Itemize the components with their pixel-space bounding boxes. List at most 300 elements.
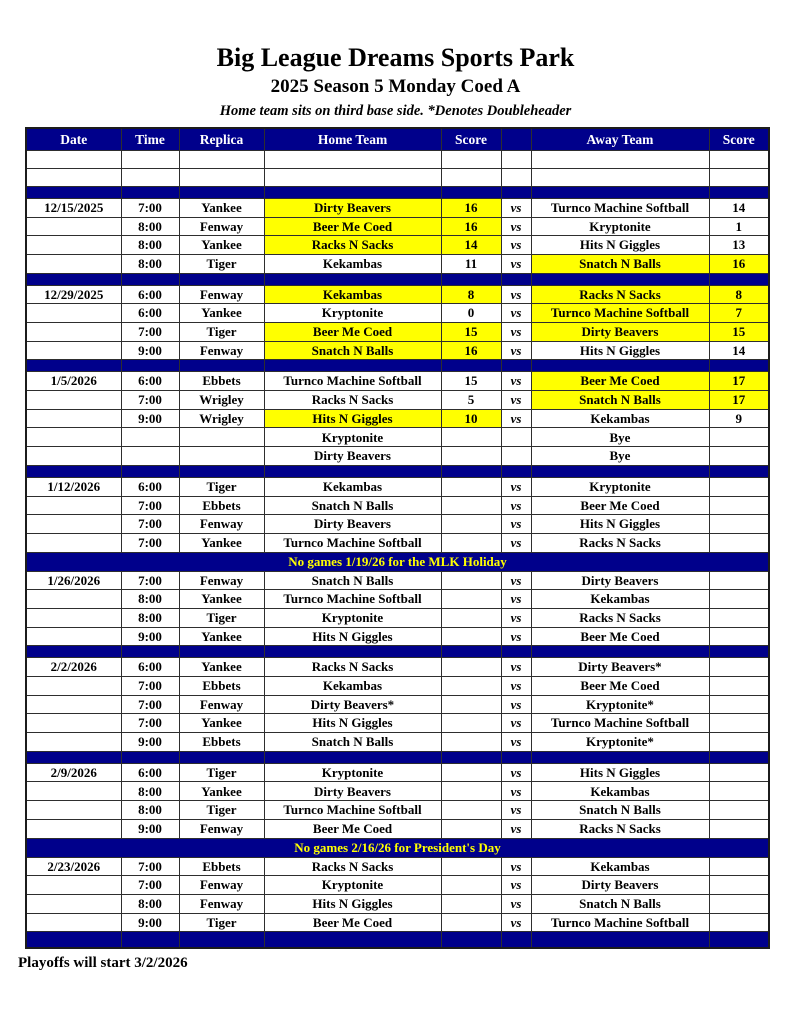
separator-cell [179, 186, 264, 198]
separator-cell [179, 932, 264, 948]
replica-cell: Fenway [179, 285, 264, 304]
holiday-banner-row [26, 838, 769, 857]
empty-cell [121, 168, 179, 186]
legend-note: Home team sits on third base side. *Denotes Doubleheader [219, 103, 572, 120]
time-cell [121, 447, 179, 466]
away-score-cell [709, 533, 769, 552]
game-row [26, 477, 769, 496]
away-team-cell: Beer Me Coed [531, 496, 709, 515]
away-team-cell: Beer Me Coed [531, 627, 709, 646]
home-team-cell: Beer Me Coed [264, 913, 441, 932]
page-title: Big League Dreams Sports Park [216, 43, 575, 72]
date-cell [26, 323, 121, 342]
separator-cell [179, 646, 264, 658]
separator-cell [179, 751, 264, 763]
time-cell: 9:00 [121, 819, 179, 838]
game-row [26, 372, 769, 391]
date-cell [26, 254, 121, 273]
vs-cell: vs [501, 763, 531, 782]
empty-row [26, 168, 769, 186]
replica-cell: Tiger [179, 254, 264, 273]
separator-cell [709, 751, 769, 763]
away-team-cell: Racks N Sacks [531, 819, 709, 838]
home-team-cell: Racks N Sacks [264, 857, 441, 876]
vs-cell: vs [501, 819, 531, 838]
separator-cell [121, 751, 179, 763]
empty-cell [709, 168, 769, 186]
home-team-cell: Hits N Giggles [264, 894, 441, 913]
separator-cell [264, 646, 441, 658]
home-team-cell: Kekambas [264, 477, 441, 496]
away-team-cell: Dirty Beavers [531, 571, 709, 590]
away-team-cell: Bye [531, 447, 709, 466]
away-score-cell [709, 677, 769, 696]
away-team-cell: Bye [531, 428, 709, 447]
date-cell [26, 496, 121, 515]
time-cell: 6:00 [121, 658, 179, 677]
away-score-cell [709, 782, 769, 801]
replica-cell: Fenway [179, 695, 264, 714]
away-score-cell: 13 [709, 236, 769, 255]
game-row [26, 285, 769, 304]
game-row [26, 801, 769, 820]
game-row [26, 217, 769, 236]
home-team-cell: Snatch N Balls [264, 341, 441, 360]
game-row [26, 590, 769, 609]
away-team-cell: Snatch N Balls [531, 391, 709, 410]
separator-cell [709, 932, 769, 948]
vs-cell: vs [501, 304, 531, 323]
home-score-cell [441, 801, 501, 820]
vs-cell: vs [501, 496, 531, 515]
away-score-cell [709, 590, 769, 609]
away-score-cell [709, 658, 769, 677]
date-cell [26, 447, 121, 466]
separator-cell [441, 465, 501, 477]
time-cell: 7:00 [121, 571, 179, 590]
home-team-cell: Beer Me Coed [264, 323, 441, 342]
game-row [26, 857, 769, 876]
time-cell: 9:00 [121, 913, 179, 932]
away-score-cell [709, 714, 769, 733]
separator-cell [501, 646, 531, 658]
home-score-cell: 15 [441, 323, 501, 342]
home-team-cell: Beer Me Coed [264, 819, 441, 838]
home-team-cell: Snatch N Balls [264, 733, 441, 752]
vs-cell: vs [501, 198, 531, 217]
date-cell [26, 913, 121, 932]
time-cell: 8:00 [121, 801, 179, 820]
away-team-cell: Dirty Beavers [531, 323, 709, 342]
away-score-cell [709, 447, 769, 466]
vs-cell: vs [501, 477, 531, 496]
vs-cell: vs [501, 372, 531, 391]
header-row [26, 128, 769, 150]
date-cell [26, 590, 121, 609]
separator-cell [709, 465, 769, 477]
vs-cell: vs [501, 677, 531, 696]
empty-cell [441, 168, 501, 186]
away-score-cell [709, 913, 769, 932]
home-score-cell [441, 782, 501, 801]
date-cell [26, 876, 121, 895]
separator-cell [441, 932, 501, 948]
time-cell: 9:00 [121, 409, 179, 428]
home-team-cell: Racks N Sacks [264, 236, 441, 255]
schedule-table [25, 127, 770, 948]
away-team-cell: Hits N Giggles [531, 341, 709, 360]
replica-cell [179, 447, 264, 466]
time-cell: 8:00 [121, 254, 179, 273]
home-team-cell: Racks N Sacks [264, 658, 441, 677]
separator-cell [264, 360, 441, 372]
away-team-cell: Kryptonite* [531, 733, 709, 752]
separator-cell [121, 465, 179, 477]
away-team-cell: Snatch N Balls [531, 801, 709, 820]
away-team-cell: Snatch N Balls [531, 894, 709, 913]
home-score-cell [441, 819, 501, 838]
vs-cell: vs [501, 801, 531, 820]
replica-cell: Yankee [179, 714, 264, 733]
time-cell: 7:00 [121, 857, 179, 876]
vs-cell: vs [501, 658, 531, 677]
separator-row [26, 465, 769, 477]
replica-cell: Ebbets [179, 857, 264, 876]
time-cell: 7:00 [121, 198, 179, 217]
vs-cell: vs [501, 217, 531, 236]
separator-cell [441, 360, 501, 372]
vs-cell: vs [501, 627, 531, 646]
separator-cell [121, 186, 179, 198]
table-header [26, 128, 769, 150]
separator-cell [179, 360, 264, 372]
vs-cell: vs [501, 913, 531, 932]
game-row [26, 819, 769, 838]
replica-cell: Tiger [179, 608, 264, 627]
away-score-cell: 9 [709, 409, 769, 428]
away-team-cell: Turnco Machine Softball [531, 198, 709, 217]
empty-cell [531, 168, 709, 186]
away-score-cell [709, 608, 769, 627]
replica-cell: Ebbets [179, 372, 264, 391]
separator-cell [501, 465, 531, 477]
separator-cell [531, 186, 709, 198]
separator-cell [709, 360, 769, 372]
separator-cell [531, 273, 709, 285]
home-team-cell: Snatch N Balls [264, 571, 441, 590]
vs-cell: vs [501, 857, 531, 876]
column-header-date: Date [26, 128, 121, 150]
away-team-cell: Hits N Giggles [531, 763, 709, 782]
away-team-cell: Kryptonite [531, 217, 709, 236]
replica-cell: Tiger [179, 323, 264, 342]
away-score-cell: 14 [709, 198, 769, 217]
home-score-cell [441, 496, 501, 515]
vs-cell: vs [501, 236, 531, 255]
home-team-cell: Dirty Beavers [264, 515, 441, 534]
game-row [26, 695, 769, 714]
date-cell [26, 677, 121, 696]
away-score-cell: 17 [709, 372, 769, 391]
game-row [26, 236, 769, 255]
game-row [26, 409, 769, 428]
column-header-time: Time [121, 128, 179, 150]
game-row [26, 714, 769, 733]
empty-cell [264, 150, 441, 168]
vs-cell: vs [501, 533, 531, 552]
home-team-cell: Racks N Sacks [264, 391, 441, 410]
away-team-cell: Beer Me Coed [531, 372, 709, 391]
date-cell: 2/23/2026 [26, 857, 121, 876]
column-header-home-score: Score [441, 128, 501, 150]
home-score-cell: 8 [441, 285, 501, 304]
game-row [26, 198, 769, 217]
game-row [26, 341, 769, 360]
home-score-cell [441, 533, 501, 552]
date-cell [26, 304, 121, 323]
vs-cell: vs [501, 733, 531, 752]
date-cell [26, 782, 121, 801]
separator-row [26, 932, 769, 948]
game-row [26, 428, 769, 447]
separator-cell [501, 751, 531, 763]
away-score-cell [709, 515, 769, 534]
separator-cell [531, 932, 709, 948]
game-row [26, 894, 769, 913]
away-team-cell: Hits N Giggles [531, 236, 709, 255]
separator-cell [531, 751, 709, 763]
vs-cell: vs [501, 409, 531, 428]
column-header-home-team: Home Team [264, 128, 441, 150]
home-team-cell: Turnco Machine Softball [264, 533, 441, 552]
replica-cell: Fenway [179, 894, 264, 913]
replica-cell: Fenway [179, 819, 264, 838]
date-cell: 1/5/2026 [26, 372, 121, 391]
away-score-cell [709, 733, 769, 752]
time-cell [121, 428, 179, 447]
time-cell: 8:00 [121, 608, 179, 627]
home-team-cell: Beer Me Coed [264, 217, 441, 236]
empty-cell [264, 168, 441, 186]
vs-cell: vs [501, 894, 531, 913]
time-cell: 8:00 [121, 894, 179, 913]
replica-cell [179, 428, 264, 447]
game-row [26, 323, 769, 342]
date-cell [26, 819, 121, 838]
date-cell [26, 236, 121, 255]
date-cell: 2/9/2026 [26, 763, 121, 782]
away-score-cell [709, 695, 769, 714]
holiday-banner-text: No games 1/19/26 for the MLK Holiday [26, 552, 769, 571]
away-score-cell [709, 801, 769, 820]
time-cell: 7:00 [121, 714, 179, 733]
away-score-cell: 1 [709, 217, 769, 236]
away-team-cell: Turnco Machine Softball [531, 304, 709, 323]
separator-cell [264, 465, 441, 477]
away-score-cell [709, 894, 769, 913]
empty-cell [709, 150, 769, 168]
game-row [26, 571, 769, 590]
game-row [26, 496, 769, 515]
column-header-away-team: Away Team [531, 128, 709, 150]
date-cell [26, 894, 121, 913]
away-score-cell [709, 857, 769, 876]
time-cell: 8:00 [121, 236, 179, 255]
time-cell: 7:00 [121, 391, 179, 410]
home-score-cell [441, 714, 501, 733]
separator-cell [264, 932, 441, 948]
separator-cell [441, 186, 501, 198]
home-team-cell: Turnco Machine Softball [264, 590, 441, 609]
replica-cell: Tiger [179, 763, 264, 782]
away-team-cell: Racks N Sacks [531, 608, 709, 627]
replica-cell: Fenway [179, 341, 264, 360]
date-cell: 2/2/2026 [26, 658, 121, 677]
separator-cell [264, 186, 441, 198]
date-cell [26, 409, 121, 428]
separator-cell [26, 273, 121, 285]
home-team-cell: Hits N Giggles [264, 714, 441, 733]
game-row [26, 876, 769, 895]
away-score-cell: 7 [709, 304, 769, 323]
separator-cell [26, 360, 121, 372]
home-team-cell: Kryptonite [264, 876, 441, 895]
replica-cell: Yankee [179, 782, 264, 801]
game-row [26, 733, 769, 752]
table-body [26, 150, 769, 947]
separator-cell [26, 465, 121, 477]
replica-cell: Ebbets [179, 496, 264, 515]
home-score-cell [441, 627, 501, 646]
separator-cell [179, 465, 264, 477]
away-team-cell: Kryptonite* [531, 695, 709, 714]
vs-cell: vs [501, 341, 531, 360]
replica-cell: Yankee [179, 658, 264, 677]
game-row [26, 913, 769, 932]
home-score-cell: 10 [441, 409, 501, 428]
time-cell: 9:00 [121, 627, 179, 646]
home-score-cell: 0 [441, 304, 501, 323]
replica-cell: Fenway [179, 876, 264, 895]
home-score-cell [441, 658, 501, 677]
away-score-cell [709, 627, 769, 646]
time-cell: 6:00 [121, 304, 179, 323]
separator-cell [26, 751, 121, 763]
away-team-cell: Dirty Beavers* [531, 658, 709, 677]
replica-cell: Fenway [179, 515, 264, 534]
home-score-cell [441, 515, 501, 534]
game-row [26, 763, 769, 782]
home-score-cell: 11 [441, 254, 501, 273]
game-row [26, 608, 769, 627]
vs-cell: vs [501, 254, 531, 273]
home-score-cell [441, 447, 501, 466]
separator-cell [121, 932, 179, 948]
home-score-cell: 14 [441, 236, 501, 255]
date-cell [26, 341, 121, 360]
date-cell: 1/26/2026 [26, 571, 121, 590]
separator-cell [441, 273, 501, 285]
away-team-cell: Racks N Sacks [531, 285, 709, 304]
empty-cell [441, 150, 501, 168]
away-team-cell: Snatch N Balls [531, 254, 709, 273]
empty-row [26, 150, 769, 168]
home-score-cell: 16 [441, 198, 501, 217]
home-team-cell: Kryptonite [264, 428, 441, 447]
game-row [26, 254, 769, 273]
holiday-banner-row [26, 552, 769, 571]
date-cell [26, 608, 121, 627]
column-header-replica: Replica [179, 128, 264, 150]
date-cell [26, 217, 121, 236]
away-team-cell: Beer Me Coed [531, 677, 709, 696]
separator-cell [531, 646, 709, 658]
home-score-cell [441, 733, 501, 752]
date-cell [26, 627, 121, 646]
replica-cell: Yankee [179, 627, 264, 646]
away-team-cell: Kekambas [531, 857, 709, 876]
separator-cell [709, 646, 769, 658]
away-score-cell: 8 [709, 285, 769, 304]
replica-cell: Fenway [179, 571, 264, 590]
away-team-cell: Racks N Sacks [531, 533, 709, 552]
home-team-cell: Kryptonite [264, 608, 441, 627]
column-header-away-score: Score [709, 128, 769, 150]
empty-cell [531, 150, 709, 168]
separator-cell [26, 932, 121, 948]
away-team-cell: Kryptonite [531, 477, 709, 496]
away-score-cell [709, 496, 769, 515]
away-score-cell [709, 819, 769, 838]
separator-cell [121, 360, 179, 372]
home-team-cell: Dirty Beavers [264, 447, 441, 466]
empty-cell [501, 150, 531, 168]
separator-cell [501, 273, 531, 285]
holiday-banner-text: No games 2/16/26 for President's Day [26, 838, 769, 857]
home-team-cell: Kekambas [264, 254, 441, 273]
date-cell [26, 695, 121, 714]
vs-cell [501, 447, 531, 466]
vs-cell: vs [501, 391, 531, 410]
away-score-cell [709, 763, 769, 782]
home-score-cell: 5 [441, 391, 501, 410]
vs-cell: vs [501, 714, 531, 733]
away-score-cell [709, 876, 769, 895]
replica-cell: Wrigley [179, 409, 264, 428]
separator-cell [441, 646, 501, 658]
separator-row [26, 646, 769, 658]
home-score-cell [441, 428, 501, 447]
home-score-cell [441, 894, 501, 913]
game-row [26, 677, 769, 696]
empty-cell [121, 150, 179, 168]
time-cell: 8:00 [121, 217, 179, 236]
replica-cell: Fenway [179, 217, 264, 236]
replica-cell: Yankee [179, 304, 264, 323]
away-score-cell [709, 428, 769, 447]
away-score-cell [709, 571, 769, 590]
home-team-cell: Turnco Machine Softball [264, 801, 441, 820]
vs-cell: vs [501, 876, 531, 895]
separator-cell [501, 360, 531, 372]
empty-cell [179, 168, 264, 186]
home-team-cell: Kekambas [264, 285, 441, 304]
empty-cell [179, 150, 264, 168]
vs-cell: vs [501, 695, 531, 714]
empty-cell [501, 168, 531, 186]
away-score-cell: 15 [709, 323, 769, 342]
separator-cell [121, 273, 179, 285]
